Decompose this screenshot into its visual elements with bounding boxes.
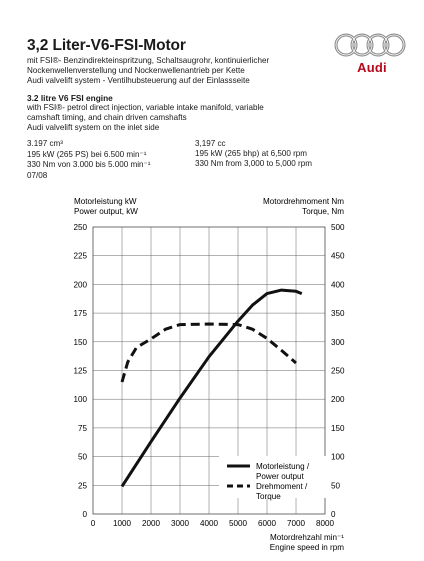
y-right-tick-label: 350 [331,309,345,319]
english-heading: 3.2 litre V6 FSI engine [27,93,113,103]
y-left-tick-label: 150 [73,337,87,347]
description-en-line-3: Audi valvelift system on the inlet side [27,123,160,132]
y-right-tick-label: 300 [331,337,345,347]
spec-power-de: 195 kW (265 PS) bei 6.500 min⁻¹ [27,150,147,159]
legend-power-label-de: Motorleistung / [256,462,310,471]
y-left-tick-label: 75 [77,423,87,433]
page-title: 3,2 Liter-V6-FSI-Motor [27,37,186,54]
x-tick-label: 5000 [228,519,248,528]
spec-torque-en: 330 Nm from 3,000 to 5,000 rpm [195,159,312,168]
date-label: 07/08 [27,171,48,180]
left-axis-label-de: Motorleistung kW [74,197,137,206]
y-left-tick-label: 200 [73,280,87,290]
y-right-tick-label: 450 [331,251,345,261]
y-right-tick-label: 400 [331,280,345,290]
x-tick-label: 2000 [141,519,161,528]
x-axis-label-de: Motordrehzahl min⁻¹ [270,533,344,542]
legend-power-label-en: Power output [256,472,304,481]
y-right-tick-label: 150 [331,423,345,433]
spec-displacement-en: 3,197 cc [195,139,226,148]
y-left-tick-label: 25 [77,481,87,491]
y-right-tick-label: 100 [331,452,345,462]
y-left-tick-label: 100 [73,395,87,405]
x-tick-label: 8000 [315,519,335,528]
description-en-line-2: camshaft timing, and chain driven camshafts [27,113,187,122]
y-left-tick-label: 225 [73,251,87,261]
x-tick-label: 4000 [199,519,219,528]
x-tick-label: 3000 [170,519,190,528]
description-de-line-1: mit FSI®- Benzindirekteinspritzung, Schaltsaugrohr, kontinuierlicher [27,56,270,65]
spec-power-en: 195 kW (265 bhp) at 6,500 rpm [195,149,308,158]
y-right-tick-label: 200 [331,395,345,405]
description-de-line-3: Audi valvelift system - Ventilhubsteuerung auf der Einlassseite [27,76,250,85]
y-left-tick-label: 0 [82,510,87,519]
spec-displacement-de: 3.197 cm³ [27,139,63,148]
legend-torque-label-en: Torque [256,492,281,501]
x-tick-label: 1000 [112,519,132,528]
legend-torque-label-de: Drehmoment / [256,482,308,491]
x-axis-label-en: Engine speed in rpm [269,543,344,552]
right-axis-label-en: Torque, Nm [302,207,344,216]
spec-torque-de: 330 Nm von 3.000 bis 5.000 min⁻¹ [27,160,151,169]
y-left-tick-label: 125 [73,366,87,376]
x-tick-label: 7000 [286,519,306,528]
y-left-tick-label: 250 [73,223,87,232]
y-left-tick-label: 50 [77,452,87,462]
brand-wordmark: Audi [357,60,387,75]
y-right-tick-label: 500 [331,223,345,232]
description-de-line-2: Nockenwellenverstellung und Nockenwellenantrieb per Kette [27,66,245,75]
legend [219,456,330,501]
x-tick-label: 0 [90,519,96,528]
y-right-tick-label: 0 [331,510,336,519]
x-tick-label: 6000 [257,519,277,528]
y-left-tick-label: 175 [73,309,87,319]
description-en-line-1: with FSI®- petrol direct injection, variable intake manifold, variable [27,103,264,112]
y-right-tick-label: 50 [331,481,341,491]
y-right-tick-label: 250 [331,366,345,376]
left-axis-label-en: Power output, kW [74,207,138,216]
right-axis-label-de: Motordrehmoment Nm [263,197,344,206]
